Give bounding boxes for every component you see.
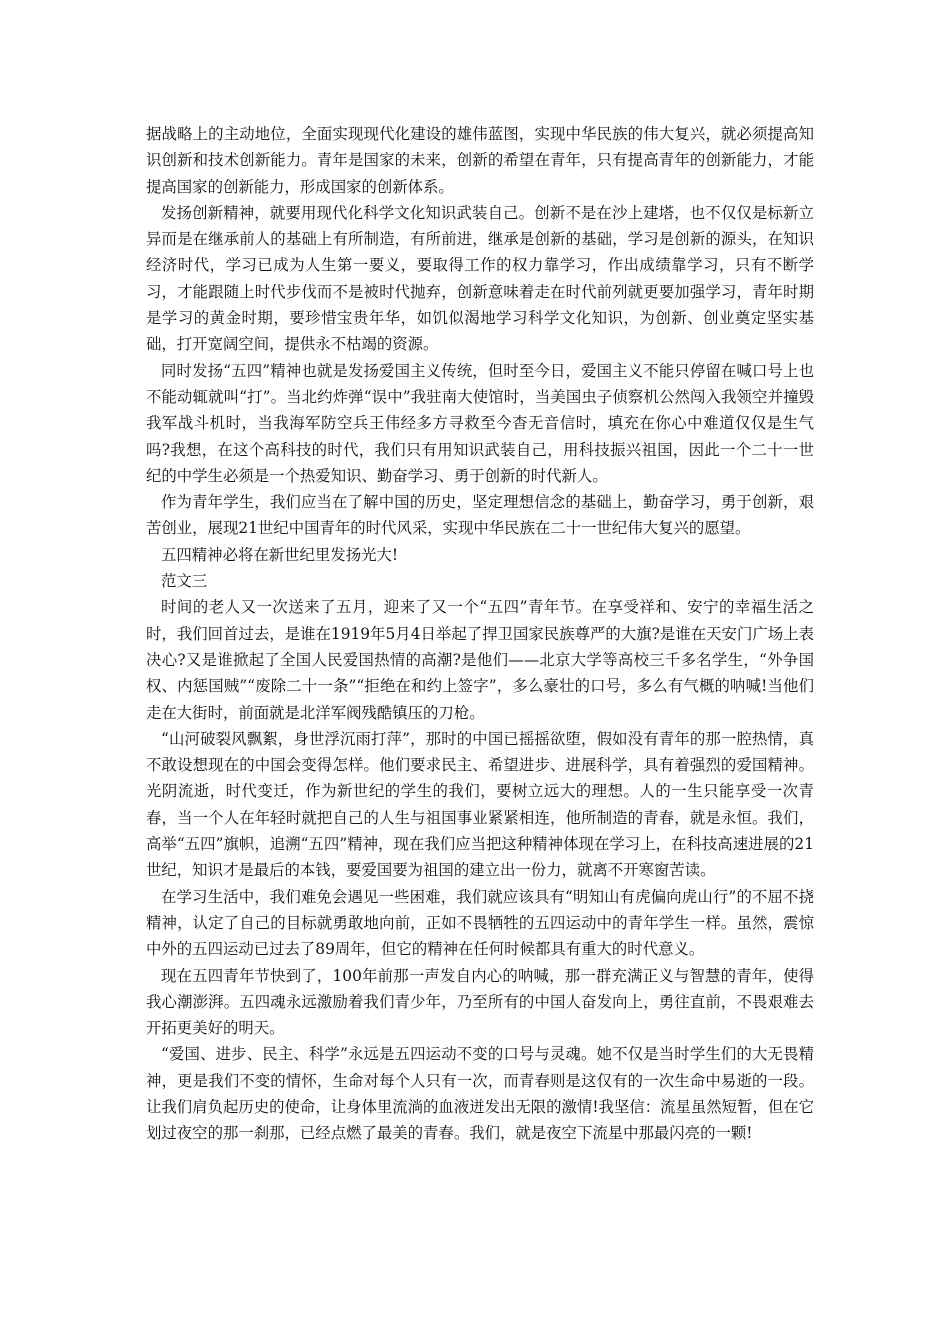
paragraph: “山河破裂风飘絮，身世浮沉雨打萍”，那时的中国已摇摇欲堕，假如没有青年的那一腔热情，真不敢设想现在的中国会变得怎样。他们要求民主、希望进步、进展科学，具有着强烈的爱国精神。光阴流逝，时代变迁，作为新世纪的学生的我们，要树立远大的理想。人的一生只能享受一次青春，当一个人在年轻时就把自己的人生与祖国事业紧紧相连，他所制造的青春，就是永恒。我们，高举“五四”旗帜，追溯“五四”精神，现在我们应当把这种精神体现在学习上，在科技高速进展的21世纪，知识才是最后的本钱，要爱国要为祖国的建立出一份力，就离不开寒窗苦读。 <box>146 729 814 880</box>
paragraph: 五四精神必将在新世纪里发扬光大! <box>161 545 399 564</box>
paragraph: 在学习生活中，我们难免会遇见一些困难，我们就应该具有“明知山有虎偏向虎山行”的不屈不挠精神，认定了自己的目标就勇敢地向前，正如不畏牺牲的五四运动中的青年学生一样。虽然，震惊中外的五四运动已过去了89周年，但它的精神在任何时候都具有重大的时代意义。 <box>146 887 814 959</box>
paragraph: 作为青年学生，我们应当在了解中国的历史，坚定理想信念的基础上，勤奋学习，勇于创新，艰苦创业，展现21世纪中国青年的时代风采，实现中华民族在二十一世纪伟大复兴的愿望。 <box>146 493 814 538</box>
paragraph: 现在五四青年节快到了，100年前那一声发自内心的呐喊，那一群充满正义与智慧的青年，使得我心潮澎湃。五四魂永远激励着我们青少年，乃至所有的中国人奋发向上，勇往直前，不畏艰难去开拓更美好的明天。 <box>146 966 814 1038</box>
document-body <box>146 121 814 1147</box>
paragraph: 据战略上的主动地位，全面实现现代化建设的雄伟蓝图，实现中华民族的伟大复兴，就必须提高知识创新和技术创新能力。青年是国家的未来，创新的希望在青年，只有提高青年的创新能力，才能提高国家的创新能力，形成国家的创新体系。 <box>146 125 814 196</box>
paragraph: 同时发扬“五四”精神也就是发扬爱国主义传统，但时至今日，爱国主义不能只停留在喊口号上也不能动辄就叫“打”。当北约炸弹“误中”我驻南大使馆时，当美国虫子侦察机公然闯入我领空并撞毁我军战斗机时，当我海军防空兵王伟经多方寻救至今杳无音信时，填充在你心中难道仅仅是生气吗?我想，在这个高科技的时代，我们只有用知识武装自己，用科技振兴祖国，因此一个二十一世纪的中学生必须是一个热爱知识、勤奋学习、勇于创新的时代新人。 <box>146 361 814 485</box>
paragraph: 发扬创新精神，就要用现代化科学文化知识武装自己。创新不是在沙上建塔，也不仅仅是标新立异而是在继承前人的基础上有所制造，有所前进，继承是创新的基础，学习是创新的源头，在知识经济时代，学习已成为人生第一要义，要取得工作的权力靠学习，作出成绩靠学习，只有不断学习，才能跟随上时代步伐而不是被时代抛弃，创新意味着走在时代前列就更要加强学习，青年时期是学习的黄金时期，要珍惜宝贵年华，如饥似渴地学习科学文化知识，为创新、创业奠定坚实基础，打开宽阔空间，提供永不枯竭的资源。 <box>146 203 814 354</box>
paragraph: 时间的老人又一次送来了五月，迎来了又一个“五四”青年节。在享受祥和、安宁的幸福生活之时，我们回首过去，是谁在1919年5月4日举起了捍卫国家民族尊严的大旗?是谁在天安门广场上表决心?又是谁掀起了全国人民爱国热情的高潮?是他们——北京大学等高校三千多名学生，“外争国权、内惩国贼”“废除二十一条”“拒绝在和约上签字”，多么豪壮的口号，多么有气概的呐喊!当他们走在大街时，前面就是北洋军阀残酷镇压的刀枪。 <box>146 598 814 722</box>
paragraph: “爱国、进步、民主、科学”永远是五四运动不变的口号与灵魂。她不仅是当时学生们的大无畏精神，更是我们不变的情怀，生命对每个人只有一次，而青春则是这仅有的一次生命中易逝的一段。让我们肩负起历史的使命，让身体里流淌的血液迸发出无限的激情!我坚信：流星虽然短暂，但在它划过夜空的那一刹那，已经点燃了最美的青春。我们，就是夜空下流星中那最闪亮的一颗! <box>146 1045 814 1143</box>
section-heading: 范文三 <box>161 572 208 591</box>
